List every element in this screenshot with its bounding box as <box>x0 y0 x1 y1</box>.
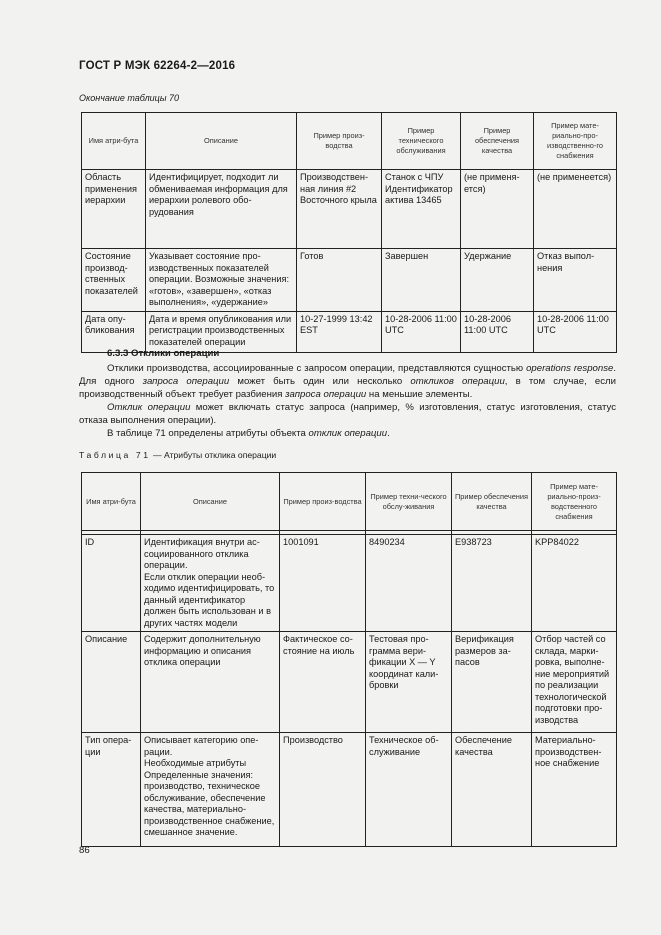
text-run: Отклики производства, ассоциированные с запросом операции, представляются сущностью <box>107 363 527 374</box>
table-row <box>82 249 617 312</box>
column-header: Пример техни-ческого обслу-живания <box>366 473 452 531</box>
table-cell: 10-27-1999 13:42 EST <box>297 311 382 352</box>
table-cell: Фактическое состояние на июль <box>280 632 366 733</box>
table-cell: E938723 <box>452 535 532 632</box>
table-cell: 1001091 <box>280 535 366 632</box>
table-cell: Готов <box>297 249 382 312</box>
paragraph-response-status <box>79 401 616 427</box>
text-run-italic: Отклик операции <box>107 402 191 413</box>
table-71-caption <box>79 450 276 460</box>
text-run-italic: запроса операции <box>285 389 367 400</box>
paragraph-operations-response <box>79 362 616 401</box>
table-71 <box>81 472 617 847</box>
table-cell: Содержит дополнительную информацию и описания отклика операции <box>141 632 280 733</box>
table-70 <box>81 112 617 353</box>
column-header: Имя атри-бута <box>82 473 141 531</box>
text-run: . <box>387 428 390 439</box>
table-cell: Отбор частей со склада, маркировка, выполнение мероприятий по реализации технологической подготовки производства <box>532 632 617 733</box>
table-row <box>82 311 617 352</box>
table-cell: Материально-производственное снабжение <box>532 733 617 847</box>
table-cell: Дата опубликования <box>82 311 146 352</box>
table-cell: Тип операции <box>82 733 141 847</box>
table-row <box>82 535 617 632</box>
table-70-caption: Окончание таблицы 70 <box>79 93 179 103</box>
text-run-italic: откликов операции <box>410 376 505 387</box>
table-cell: 10-28-2006 11:00 UTC <box>534 311 617 352</box>
text-run-italic: отклик операции <box>308 428 388 439</box>
table-cell: Завершен <box>382 249 461 312</box>
table-cell: Обеспечение качества <box>452 733 532 847</box>
table-cell: Техническое обслуживание <box>366 733 452 847</box>
table-70-header-row <box>82 113 617 170</box>
table-row <box>82 733 617 847</box>
text-run: может быть один или несколько <box>229 376 411 387</box>
column-header: Пример мате-риально-про-изводственно-го снабжения <box>534 113 617 170</box>
page-number: 86 <box>79 845 90 856</box>
table-cell: (не применяется) <box>461 170 534 249</box>
text-run: , в том случае, если производственный объект требует разбиения <box>79 376 617 400</box>
column-header: Пример произ-водства <box>297 113 382 170</box>
column-header: Описание <box>146 113 297 170</box>
table-row <box>82 632 617 733</box>
table-cell: Указывает состояние производственных показателей операции. Возможные значения: «готов», «завершен», «отказ выполнения», «удержание» <box>146 249 297 312</box>
table-71-header-row <box>82 473 617 531</box>
column-header: Описание <box>141 473 280 531</box>
column-header: Пример произ-водства <box>280 473 366 531</box>
column-header: Пример технического обслуживания <box>382 113 461 170</box>
text-run: на меньшие элементы. <box>366 389 473 400</box>
table-row <box>82 170 617 249</box>
section-heading: 6.3.3 Отклики операции <box>107 348 220 359</box>
text-run-italic: запроса операции <box>142 376 230 387</box>
table-cell: Станок с ЧПУ Идентификатор актива 13465 <box>382 170 461 249</box>
table-cell: Верификация размеров запасов <box>452 632 532 733</box>
column-header: Пример обеспечения качества <box>461 113 534 170</box>
table-cell: ID <box>82 535 141 632</box>
table-cell: KPP84022 <box>532 535 617 632</box>
table-cell: Производство <box>280 733 366 847</box>
table-71-caption-label: Таблица 71 <box>79 450 151 460</box>
column-header: Имя атри-бута <box>82 113 146 170</box>
paragraph-table-71-intro <box>107 427 390 440</box>
table-cell: 8490234 <box>366 535 452 632</box>
table-cell: Производственная линия #2 Восточного крыла <box>297 170 382 249</box>
text-run: может включать статус запроса (например, % изготовления, статус изготовления, статус отказа выполнения операции). <box>79 402 616 426</box>
table-cell: Тестовая программа верификации X — Y координат калибровки <box>366 632 452 733</box>
table-cell: 10-28-2006 11:00 UTC <box>461 311 534 352</box>
table-cell: Отказ выполнения <box>534 249 617 312</box>
table-cell: Идентификация внутри ассоциированного отклика операции. Если отклик операции необходимо идентифицировать, то данный идентификатор должен быть использован и в других частях модели <box>141 535 280 632</box>
column-header: Пример мате-риально-произ-водственного снабжения <box>532 473 617 531</box>
table-cell: Описывает категорию операции. Необходимые атрибуты Определенные значения: производство, техническое обслуживание, обеспечение качества, материально-производственное снабжение, смешанное значение. <box>141 733 280 847</box>
table-71-caption-text: — Атрибуты отклика операции <box>150 450 277 460</box>
table-cell: Состояние производственных показателей <box>82 249 146 312</box>
table-cell: Дата и время опубликования или регистрации производственных показателей операции <box>146 311 297 352</box>
column-header: Пример обеспечения качества <box>452 473 532 531</box>
text-run: В таблице 71 определены атрибуты объекта <box>107 428 309 439</box>
table-cell: Удержание <box>461 249 534 312</box>
table-cell: Описание <box>82 632 141 733</box>
table-cell: Область применения иерархии <box>82 170 146 249</box>
table-cell: Идентифицирует, подходит ли обмениваемая информация для иерархии ролевого оборудования <box>146 170 297 249</box>
table-cell: 10-28-2006 11:00 UTC <box>382 311 461 352</box>
text-run: . Для одного <box>79 363 617 387</box>
table-cell: (не применеется) <box>534 170 617 249</box>
text-run-italic: operations response <box>526 363 614 374</box>
document-title: ГОСТ Р МЭК 62264-2—2016 <box>79 60 236 72</box>
